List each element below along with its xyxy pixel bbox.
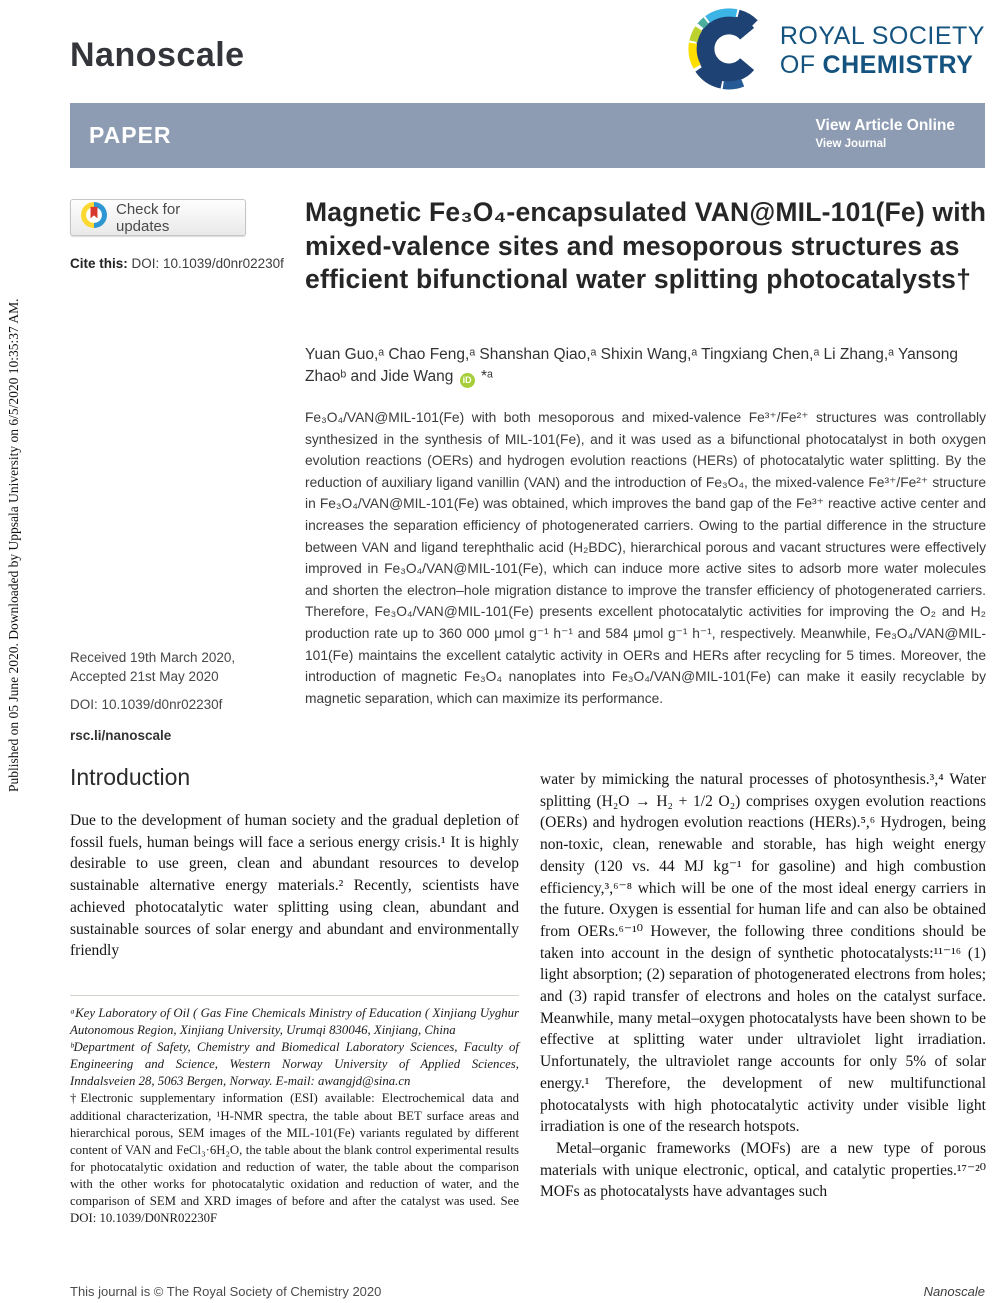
section-heading-introduction: Introduction	[70, 764, 191, 790]
affiliation-a: ᵃKey Laboratory of Oil ( Gas Fine Chemicals Ministry of Education ( Xinjiang Uyghur Autonomous Region, Xinjiang University, Urumqi 830046, Xinjiang, China	[70, 1006, 519, 1038]
footnotes	[70, 1005, 519, 1227]
paper-type-label: PAPER	[89, 122, 172, 148]
rsc-c-icon	[688, 6, 770, 95]
cite-this-line	[70, 256, 284, 271]
article-history	[70, 648, 235, 745]
affiliation-b: ᵇDepartment of Safety, Chemistry and Biomedical Laboratory Sciences, Faculty of Engineering and Science, Western Norway University of Applied Sciences, Inndalsveien 28, 5063 Bergen, Norway. E-mail: awangjd@sina.cn	[70, 1040, 519, 1089]
view-journal-link[interactable]: View Journal	[815, 138, 887, 150]
rsc-logo-line2-prefix: OF	[779, 50, 816, 79]
footer-journal-name: Nanoscale	[923, 1284, 985, 1299]
banner-links	[815, 117, 955, 150]
author-names: Yuan Guo,ᵃ Chao Feng,ᵃ Shanshan Qiao,ᵃ Shixin Wang,ᵃ Tingxiang Chen,ᵃ Li Zhang,ᵃ Yansong Zhaoᵇ and Jide Wang	[305, 346, 959, 385]
journal-title: Nanoscale	[70, 36, 245, 74]
body-column-right	[540, 769, 986, 1219]
intro-paragraph-right-2: Metal–organic frameworks (MOFs) are a new type of porous materials with unique electronic, optical, and catalytic properties.¹⁷⁻²⁰ MOFs as photocatalysts have advantages such	[540, 1139, 986, 1201]
rsc-logo-line2-bold: CHEMISTRY	[822, 50, 974, 79]
esi-footnote: †Electronic supplementary information (ESI) available: Electrochemical data and additional characterization, ¹H-NMR spectra, the table about BET surface areas and hierarchical porous, SEM images of the MIL-101(Fe) variants regulated by different content of VAN and FeCl₃·6H₂O, the table about the blank control experimental results for photocatalytic oxidation and reduction of water, the table about the comparison with the other works for photocatalytic oxidation and reduction of water, and the comparison of SEM and XRD images of before and after the catalyst was used. See DOI: 10.1039/D0NR02230F	[70, 1091, 519, 1226]
paper-type-banner	[70, 103, 985, 168]
body-column-left	[70, 810, 519, 962]
abstract-text: Fe₃O₄/VAN@MIL-101(Fe) with both mesoporous and mixed-valence Fe³⁺/Fe²⁺ structures was controllably synthesized in the synthesis of MIL-101(Fe), and it was used as a bifunctional photocatalyst in both oxygen evolution reactions (OERs) and hydrogen evolution reactions (HERs) of photocatalytic water splitting. By the reduction of auxiliary ligand vanillin (VAN) and the introduction of Fe₃O₄, the mixed-valence Fe³⁺/Fe²⁺ structure in Fe₃O₄/VAN@MIL-101(Fe) was obtained, which improves the band gap of the Fe³⁺ reactive active center and increases the separation efficiency of photogenerated carriers. Owing to the partial difference in the structure between VAN and ligand terephthalic acid (H₂BDC), hierarchical porous and vacant structures were effectively improved in Fe₃O₄/VAN@MIL-101(Fe), which can induce more active sites to adsorb more water molecules and shorten the electron–hole migration distance to improve the transfer efficiency of photogenerated carriers. Therefore, Fe₃O₄/VAN@MIL-101(Fe) presents excellent photocatalytic activities for improving the O₂ and H₂ production rate up to 360 000 μmol g⁻¹ h⁻¹ and 584 μmol g⁻¹ h⁻¹, respectively. Meanwhile, Fe₃O₄/VAN@MIL-101(Fe) maintains the excellent catalytic activity in OERs and HERs after recycling for 5 times. Moreover, the introduction of magnetic Fe₃O₄ nanoplates into Fe₃O₄/VAN@MIL-101(Fe) can make it easily recyclable by magnetic separation, which can maximize its performance.	[305, 410, 986, 706]
crossmark-icon	[81, 202, 107, 233]
cite-this-label: Cite this:	[70, 256, 128, 271]
intro-paragraph-left: Due to the development of human society and the gradual depletion of fossil fuels, human beings will face a serious energy crisis.¹ It is highly desirable to use green, clean and abundant resources to develop sustainable alternative energy materials.² Recently, scientists have achieved photocatalytic water splitting using clean, abundant and sustainable sources of solar energy and abundant and environmentally friendly	[70, 812, 519, 960]
doi-text: DOI: 10.1039/d0nr02230f	[70, 697, 223, 712]
footer-copyright: This journal is © The Royal Society of Chemistry 2020	[70, 1284, 382, 1299]
view-article-online-link[interactable]: View Article Online	[815, 117, 955, 134]
corresponding-author-mark: *ᵃ	[480, 368, 493, 385]
orcid-icon[interactable]: iD	[460, 373, 475, 388]
check-for-updates-label: Check for updates	[116, 200, 181, 235]
cite-this-doi: DOI: 10.1039/d0nr02230f	[127, 256, 284, 271]
intro-paragraph-right-1: water by mimicking the natural processes of photosynthesis.³,⁴ Water splitting (H₂O → H₂ + 1/2 O₂) comprises oxygen evolution reactions (OERs) and hydrogen evolution reactions (HERs).⁵,⁶ Hydrogen, being non-toxic, clean, renewable and storable, has high weight energy density (120 vs. 44 MJ kg⁻¹ for gasoline) and high combustion efficiency,³,⁶⁻⁸ which will be one of the most ideal energy carriers in the future. Oxygen is essential for human life and can also be obtained from OERs.⁶⁻¹⁰ However, the following three conditions should be taken into account in the design of synthetic photocatalysts:¹¹⁻¹⁶ (1) light absorption; (2) separation of photogenerated electrons from holes; and (3) rapid transfer of electrons and holes on the catalyst surface. Meanwhile, many metal–oxygen photocatalysts have been shown to be effective at splitting water under ultraviolet light irradiation. Unfortunately, the ultraviolet range accounts for only 5% of solar energy.¹ Therefore, the development of new multifunctional photocatalysts with high photocatalytic activity under visible light irradiation is one of the research hotspots.	[540, 771, 986, 1136]
footnote-divider	[70, 995, 519, 996]
rsc-logo-text	[780, 22, 985, 80]
download-stamp-text: Published on 05 June 2020. Downloaded by Uppsala University on 6/5/2020 10:35:37 AM.	[6, 298, 21, 792]
accepted-date: Accepted 21st May 2020	[70, 669, 219, 684]
rsc-logo	[688, 6, 985, 95]
author-list	[305, 344, 989, 388]
rsc-logo-line1: ROYAL SOCIETY	[779, 21, 985, 50]
article-title: Magnetic Fe₃O₄-encapsulated VAN@MIL-101(Fe) with mixed-valence sites and mesoporous structures as efficient bifunctional water splitting photocatalysts†	[305, 197, 987, 294]
rsc-journal-link[interactable]: rsc.li/nanoscale	[70, 728, 172, 743]
check-for-updates-button[interactable]	[70, 199, 246, 236]
received-date: Received 19th March 2020,	[70, 650, 236, 665]
